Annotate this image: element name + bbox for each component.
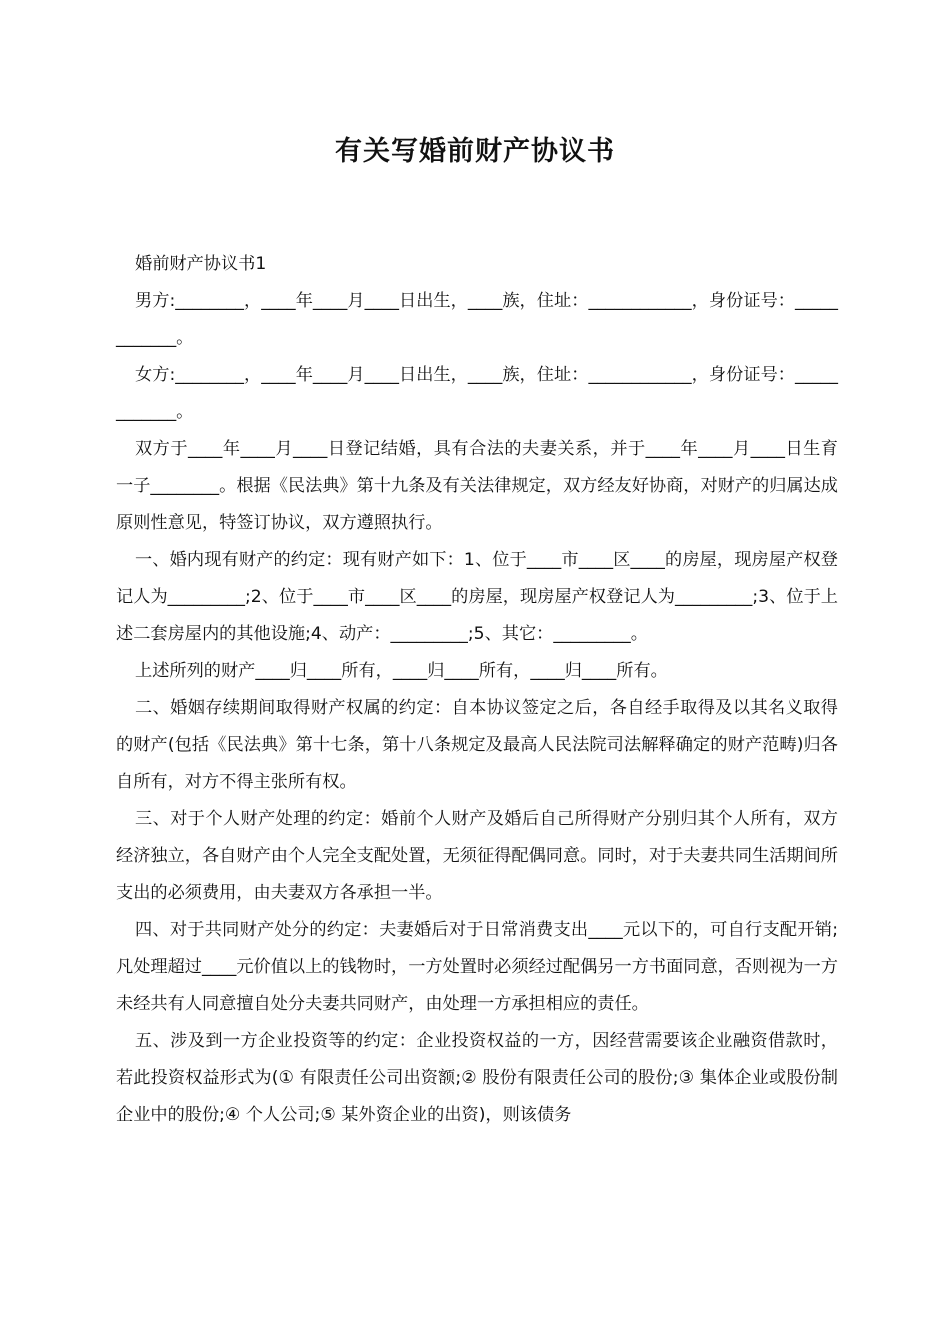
- document-title: 有关写婚前财产协议书: [335, 136, 615, 167]
- section-subtitle: 婚前财产协议书1: [135, 254, 267, 274]
- paragraph-clause-1: 一、婚内现有财产的约定：现有财产如下：1、位于____市____区____的房屋，现房屋产权登记人为_________;2、位于____市____区____的房屋，现房屋产权登记人为_________;3、位于上述二套房屋内的其他设施;4、动产：_________;5、其它：_________。: [116, 550, 838, 644]
- paragraph-clause-3: 三、对于个人财产处理的约定：婚前个人财产及婚后自己所得财产分别归其个人所有，双方经济独立，各自财产由个人完全支配处置，无须征得配偶同意。同时，对于夫妻共同生活期间所支出的必须费用，由夫妻双方各承担一半。: [116, 809, 838, 903]
- document-body: [116, 246, 838, 1134]
- paragraph-clause-1-ownership: 上述所列的财产____归____所有，____归____所有，____归____所有。: [135, 661, 668, 681]
- paragraph-female-party: 女方:________，____年____月____日出生，____族，住址：____________，身份证号：____________。: [116, 365, 838, 422]
- paragraph-male-party: 男方:________，____年____月____日出生，____族，住址：____________，身份证号：____________。: [116, 291, 838, 348]
- paragraph-clause-4: 四、对于共同财产处分的约定：夫妻婚后对于日常消费支出____元以下的，可自行支配开销;凡处理超过____元价值以上的钱物时，一方处置时必须经过配偶另一方书面同意，否则视为一方未经共有人同意擅自处分夫妻共同财产，由处理一方承担相应的责任。: [116, 920, 838, 1014]
- paragraph-preamble: 双方于____年____月____日登记结婚，具有合法的夫妻关系，并于____年____月____日生育一子________。根据《民法典》第十九条及有关法律规定，双方经友好协商，对财产的归属达成原则性意见，特签订协议，双方遵照执行。: [116, 439, 838, 533]
- paragraph-clause-5: 五、涉及到一方企业投资等的约定：企业投资权益的一方，因经营需要该企业融资借款时，若此投资权益形式为(① 有限责任公司出资额;② 股份有限责任公司的股份;③ 集体企业或股份制企业中的股份;④ 个人公司;⑤ 某外资企业的出资)，则该债务: [116, 1031, 838, 1125]
- paragraph-clause-2: 二、婚姻存续期间取得财产权属的约定：自本协议签定之后，各自经手取得及以其名义取得的财产(包括《民法典》第十七条，第十八条规定及最高人民法院司法解释确定的财产范畴)归各自所有，对方不得主张所有权。: [116, 698, 838, 792]
